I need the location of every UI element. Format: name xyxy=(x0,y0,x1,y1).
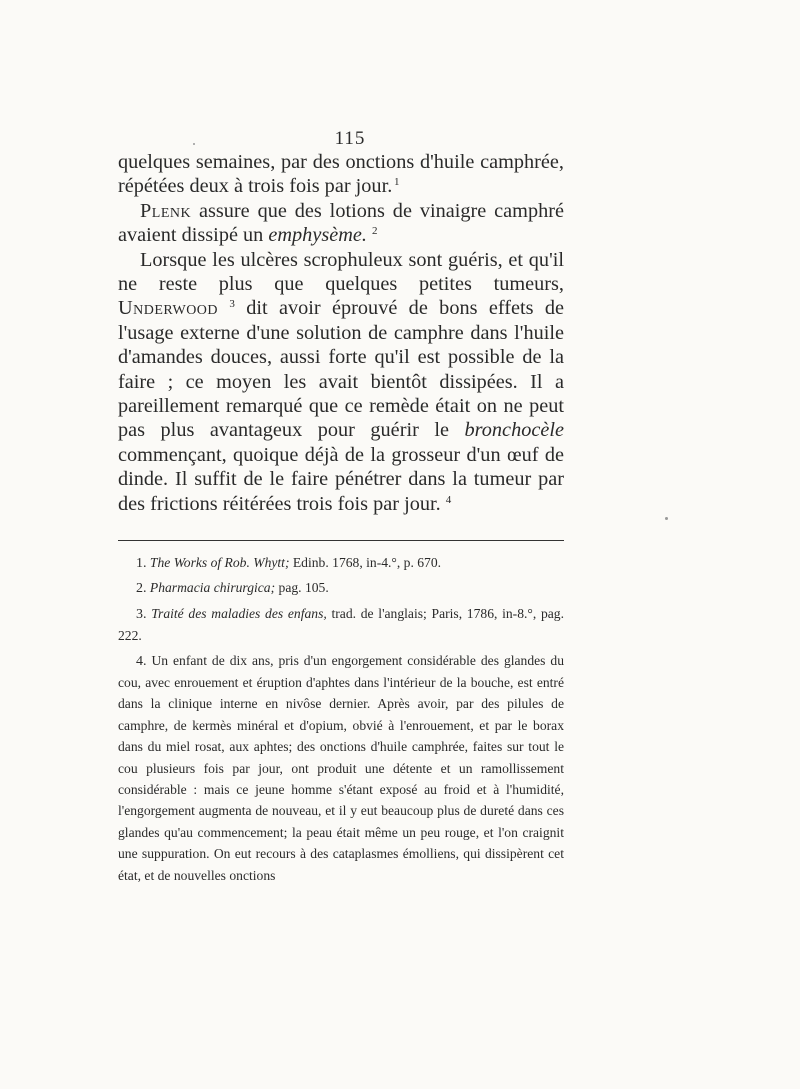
footnote-ref-4: 4 xyxy=(445,493,452,506)
footnote-ref-2: 2 xyxy=(372,225,378,238)
footnote-ref-1: 1 xyxy=(393,176,400,189)
main-text xyxy=(118,150,564,516)
paragraph-1 xyxy=(118,150,564,199)
footnote-3 xyxy=(118,603,564,647)
paragraph-2-text: assure que des lotions de vinaigre camphré avaient dissipé un xyxy=(118,199,564,247)
footnote-1-title: The Works of Rob. Whytt; xyxy=(149,555,290,570)
term-bronchocele: bronchocèle xyxy=(464,419,564,442)
footnotes xyxy=(118,552,564,891)
footnote-2-title: Pharmacia chirurgica; xyxy=(149,580,276,596)
footnote-4-text: Un enfant de dix ans, pris d'un engorgement considérable des glandes du cou, avec enrouement et éruption d'aphtes dans l'intérieur de la bouche, est entré dans la clinique interne en nivôse dernier. Après avoir, par des pilules de camphre, de kermès minéral et d'opium, obvié à l'enrouement, et par le borax dans du miel rosat, aux aphtes; des onctions d'huile camphrée, faites sur tout le cou plusieurs fois par jour, ont produit une détente et un ramollissement considérable : mais ce jeune homme s'étant exposé au froid et à l'humidité, l'engorgement augmenta de nouveau, et il y eut beaucoup plus de dureté dans ces glandes qu'au commencement; la peau était même un peu rouge, et l'on craignit une suppuration. On eut recours à des cataplasmes émolliens, qui dissipèrent cet état, et de nouvelles onctions xyxy=(118,652,564,883)
footnote-4-number: 4. xyxy=(136,653,147,669)
footnote-3-number: 3. xyxy=(136,606,147,622)
footnote-1-number: 1. xyxy=(136,556,147,571)
footnote-3-title: Traité des maladies des enfans, xyxy=(151,605,327,621)
footnote-separator xyxy=(118,540,564,541)
footnote-1 xyxy=(118,552,564,574)
paragraph-3-text-b: dit avoir éprouvé de bons effets de l'usage externe d'une solution de camphre dans l'huile d'amandes douces, aussi forte qu'il est possible de la faire ; ce moyen les avait bientôt dissipées. Il a pareillement remarqué que ce remède était on ne peut pas plus avantageux pour guérir le xyxy=(118,297,564,442)
footnote-3-text: trad. de l'anglais; Paris, 1786, in-8.°, pag. 222. xyxy=(118,605,564,644)
footnote-2-text: pag. 105. xyxy=(275,580,329,596)
paragraph-3-text-a: Lorsque les ulcères scrophuleux sont guéris, et qu'il ne reste plus que quelques petites tumeurs, xyxy=(118,248,564,296)
paragraph-3 xyxy=(118,248,564,516)
footnote-4 xyxy=(118,650,564,886)
footnote-ref-3: 3 xyxy=(229,298,235,311)
paper-speck xyxy=(193,143,195,145)
term-emphyseme: emphysème. xyxy=(268,224,367,247)
footnote-2 xyxy=(118,577,564,599)
paragraph-3-text-c: commençant, quoique déjà de la grosseur d'un œuf de dinde. Il suffit de le faire pénétrer dans la tumeur par des frictions réitérées trois fois par jour. xyxy=(118,443,564,515)
footnote-1-text: Edinb. 1768, in-4.°, p. 670. xyxy=(289,555,442,570)
author-name-underwood: Underwood xyxy=(118,297,219,320)
paper-speck xyxy=(665,517,668,520)
author-name-plenk: Plenk xyxy=(140,199,192,222)
footnote-2-number: 2. xyxy=(136,581,147,597)
paragraph-1-text: quelques semaines, par des onctions d'huile camphrée, répétées deux à trois fois par jour. xyxy=(118,151,564,198)
paragraph-2 xyxy=(118,199,564,248)
page-number: 115 xyxy=(334,128,366,149)
